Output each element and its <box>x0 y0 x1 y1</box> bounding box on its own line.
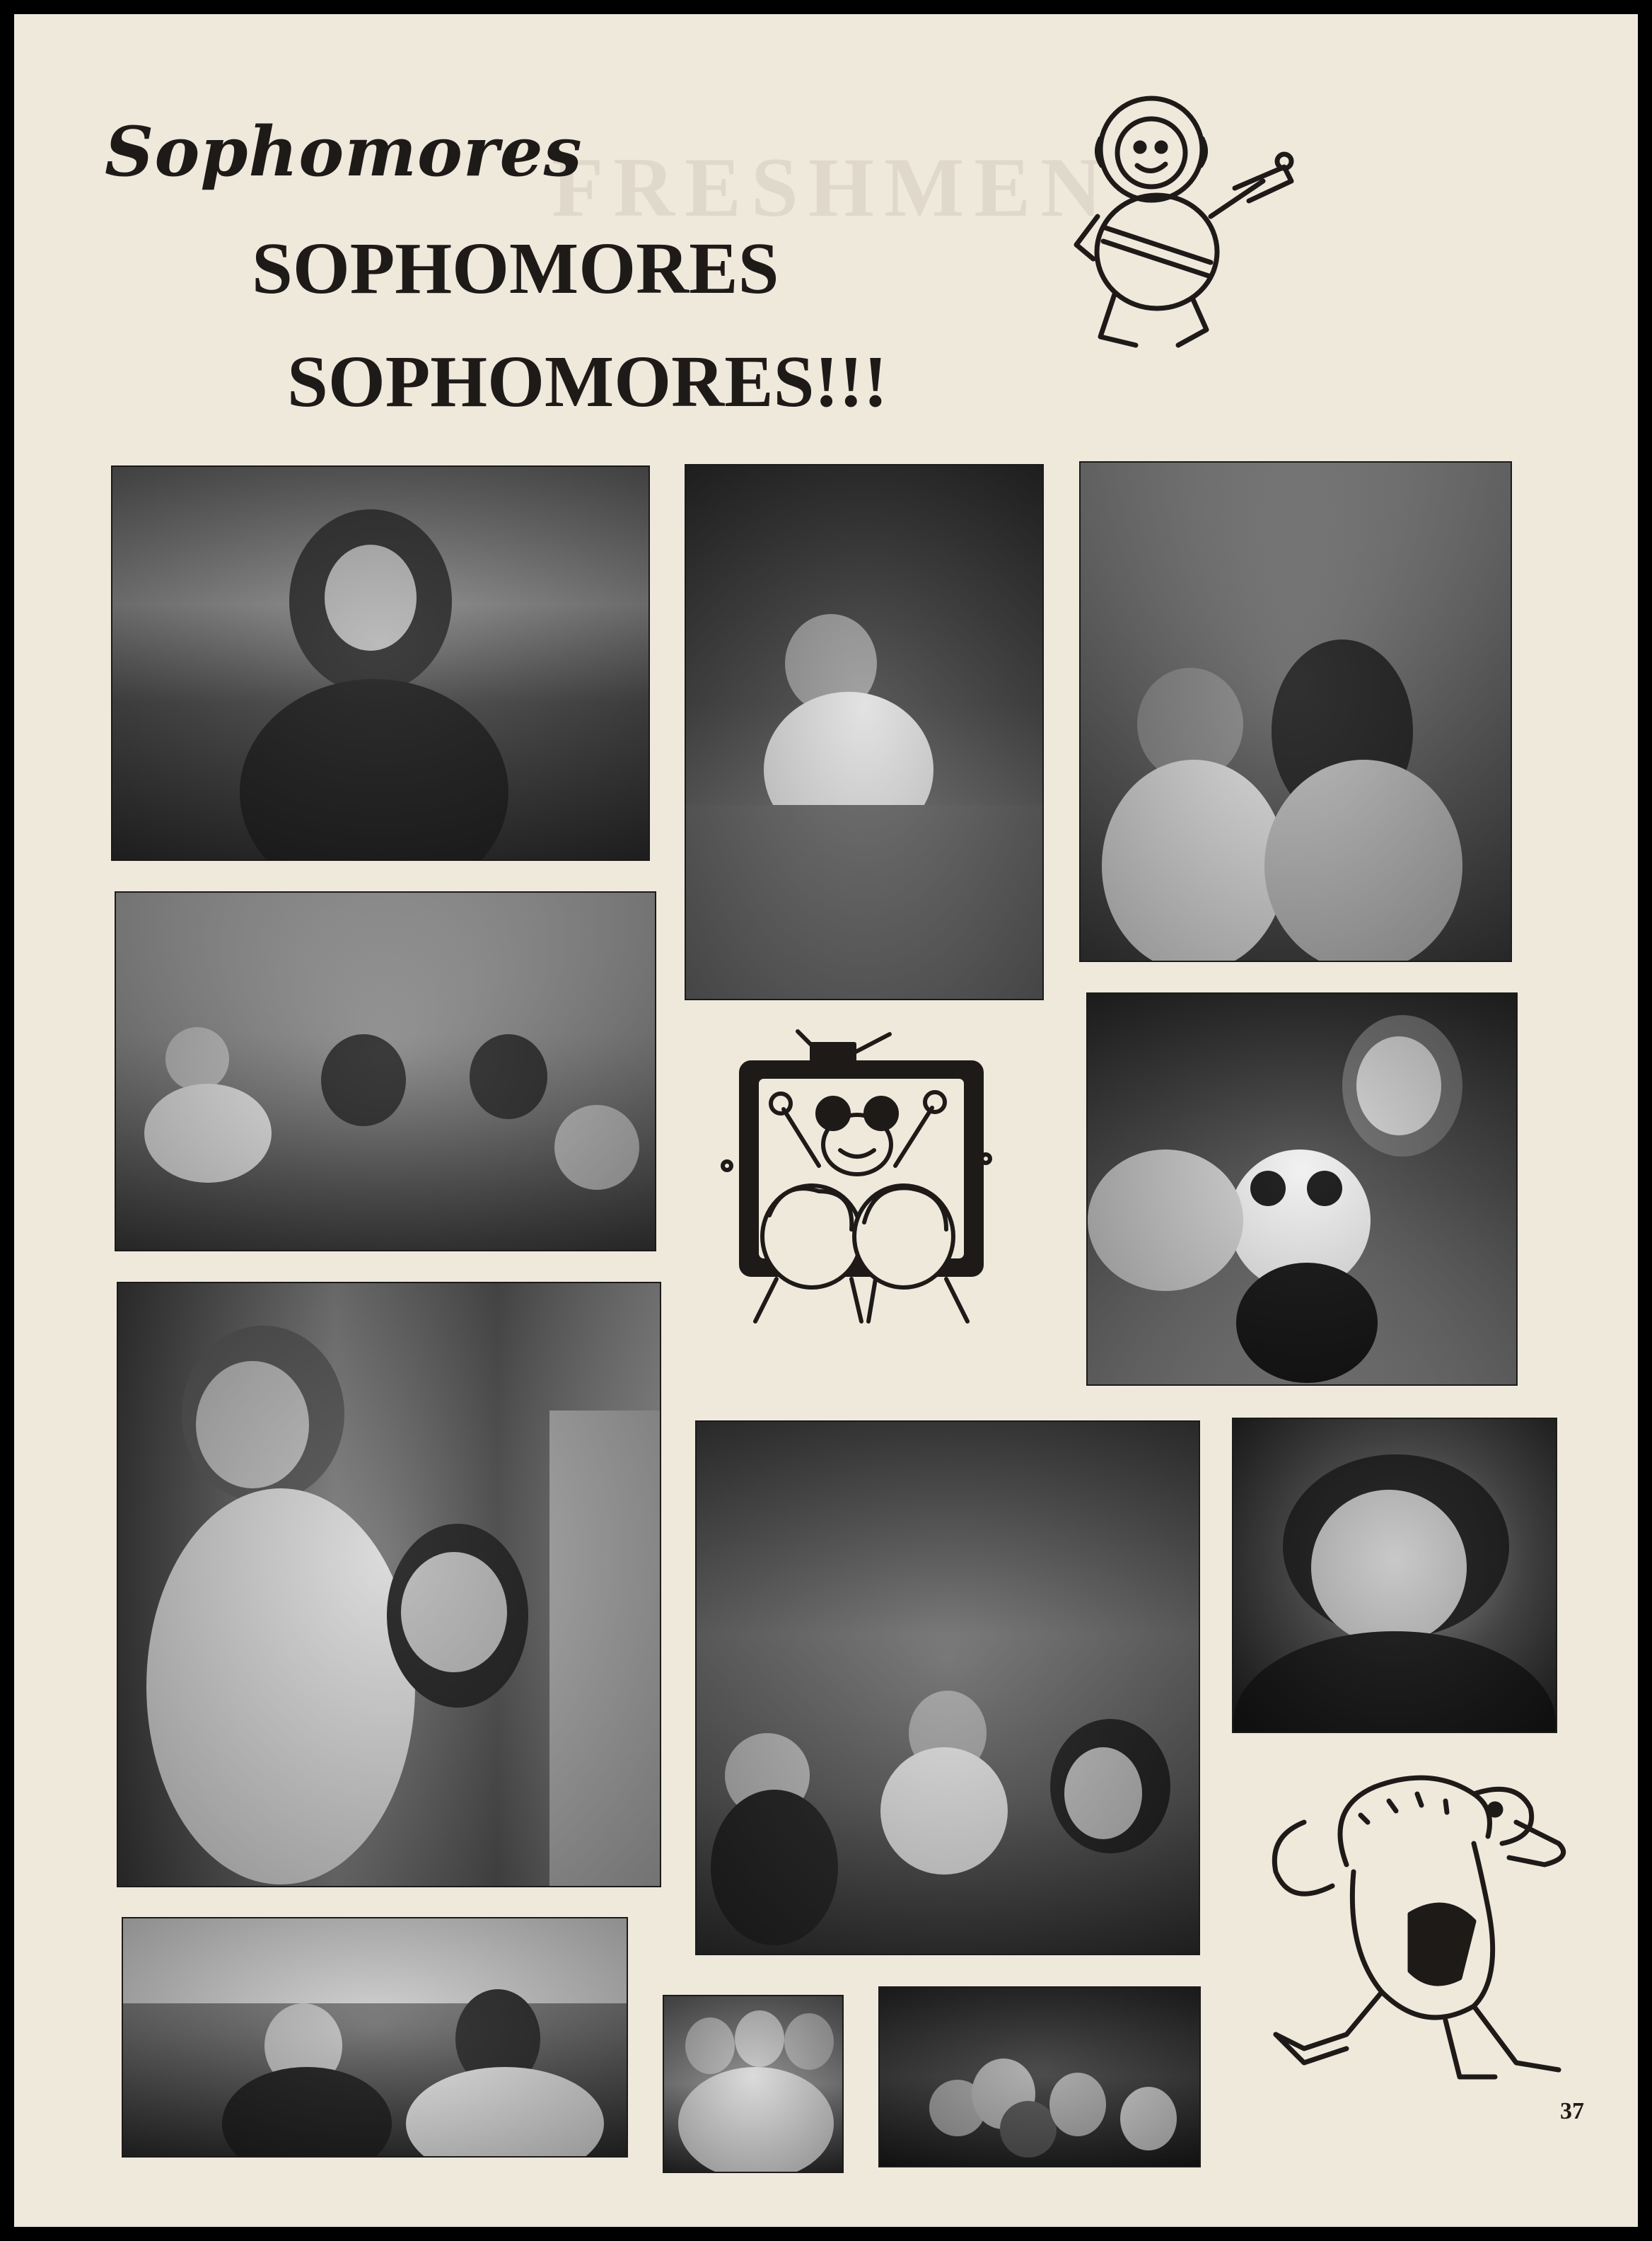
page-title: Sophomores <box>105 112 583 192</box>
photo-classroom-desks <box>115 891 656 1251</box>
photo-girl-portrait <box>1232 1418 1557 1733</box>
photo-group-seated <box>878 1986 1201 2167</box>
photo-three-girls <box>663 1995 844 2173</box>
photo-boy-at-table <box>685 464 1044 1000</box>
bleed-through-text: FRESHMEN <box>552 140 1112 234</box>
tv-kids-icon <box>713 1024 1001 1338</box>
title-caps-line-1: SOPHOMORES <box>252 228 779 309</box>
title-caps-line-2: SOPHOMORES!!! <box>287 341 888 422</box>
page-number: 37 <box>1560 2098 1584 2124</box>
photo-library-boys <box>122 1917 628 2158</box>
photo-girl-with-panda <box>1086 992 1518 1386</box>
photo-two-students <box>1079 461 1512 962</box>
astronaut-icon <box>1072 82 1305 358</box>
photo-girl-smiling <box>111 465 650 861</box>
dinosaur-icon <box>1262 1766 1586 2095</box>
yearbook-page <box>14 14 1638 2227</box>
photo-lockers-hug <box>117 1282 661 1887</box>
photo-classroom-stretch <box>695 1420 1200 1955</box>
